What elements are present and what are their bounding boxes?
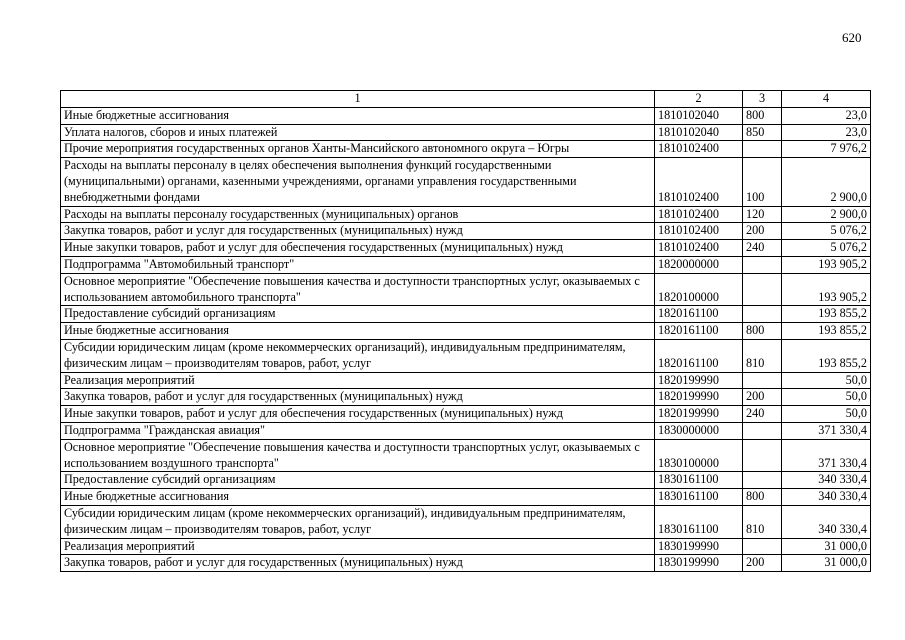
row-name: Предоставление субсидий организациям — [61, 472, 655, 489]
row-sum: 340 330,4 — [782, 505, 871, 538]
row-name: Подпрограмма "Автомобильный транспорт" — [61, 256, 655, 273]
row-code: 1820199990 — [655, 406, 743, 423]
table-row — [61, 323, 871, 340]
row-code: 1830161100 — [655, 489, 743, 506]
row-name: Подпрограмма "Гражданская авиация" — [61, 422, 655, 439]
row-name: Иные бюджетные ассигнования — [61, 489, 655, 506]
table-row — [61, 406, 871, 423]
row-code: 1810102400 — [655, 223, 743, 240]
table-row — [61, 489, 871, 506]
table-row — [61, 538, 871, 555]
page-number: 620 — [842, 30, 862, 45]
row-name: Уплата налогов, сборов и иных платежей — [61, 124, 655, 141]
row-name: Расходы на выплаты персоналу в целях обеспечения выполнения функций государственными (муниципальными) органами, казенными учреждениями, органами управления государственными внебюджетными фондами — [61, 158, 655, 206]
table-row — [61, 256, 871, 273]
row-name: Иные бюджетные ассигнования — [61, 107, 655, 124]
row-name: Закупка товаров, работ и услуг для государственных (муниципальных) нужд — [61, 555, 655, 572]
row-type — [743, 439, 782, 472]
row-sum: 7 976,2 — [782, 141, 871, 158]
row-sum: 31 000,0 — [782, 555, 871, 572]
row-name: Расходы на выплаты персоналу государственных (муниципальных) органов — [61, 206, 655, 223]
row-sum: 31 000,0 — [782, 538, 871, 555]
row-sum: 371 330,4 — [782, 439, 871, 472]
row-sum: 193 905,2 — [782, 256, 871, 273]
row-code: 1820199990 — [655, 389, 743, 406]
row-name: Реализация мероприятий — [61, 538, 655, 555]
row-sum: 50,0 — [782, 372, 871, 389]
table-row — [61, 240, 871, 257]
table-row — [61, 223, 871, 240]
row-sum: 5 076,2 — [782, 223, 871, 240]
table-row — [61, 472, 871, 489]
table-row — [61, 339, 871, 372]
row-code: 1820161100 — [655, 339, 743, 372]
table-row — [61, 389, 871, 406]
row-type — [743, 306, 782, 323]
row-sum: 23,0 — [782, 107, 871, 124]
row-sum: 340 330,4 — [782, 472, 871, 489]
table-row — [61, 206, 871, 223]
row-name: Иные закупки товаров, работ и услуг для обеспечения государственных (муниципальных) нужд — [61, 240, 655, 257]
row-type: 810 — [743, 505, 782, 538]
row-sum: 5 076,2 — [782, 240, 871, 257]
header-col-2: 2 — [655, 91, 743, 108]
row-name: Субсидии юридическим лицам (кроме некоммерческих организаций), индивидуальным предпринимателям, физическим лицам – производителям товаров, работ, услуг — [61, 339, 655, 372]
row-sum: 23,0 — [782, 124, 871, 141]
table-row — [61, 158, 871, 206]
row-type — [743, 472, 782, 489]
row-code: 1830161100 — [655, 505, 743, 538]
row-code: 1830161100 — [655, 472, 743, 489]
row-sum: 2 900,0 — [782, 206, 871, 223]
row-name: Субсидии юридическим лицам (кроме некоммерческих организаций), индивидуальным предпринимателям, физическим лицам – производителям товаров, работ, услуг — [61, 505, 655, 538]
row-type: 100 — [743, 158, 782, 206]
row-type — [743, 372, 782, 389]
row-name: Реализация мероприятий — [61, 372, 655, 389]
row-code: 1810102040 — [655, 124, 743, 141]
table-row — [61, 439, 871, 472]
row-sum: 50,0 — [782, 406, 871, 423]
row-sum: 193 855,2 — [782, 306, 871, 323]
row-type: 240 — [743, 406, 782, 423]
table-row — [61, 273, 871, 306]
row-code: 1820000000 — [655, 256, 743, 273]
row-type: 120 — [743, 206, 782, 223]
row-type — [743, 273, 782, 306]
row-code: 1810102400 — [655, 141, 743, 158]
row-code: 1830000000 — [655, 422, 743, 439]
row-type: 810 — [743, 339, 782, 372]
table-row — [61, 141, 871, 158]
row-name: Предоставление субсидий организациям — [61, 306, 655, 323]
row-type: 200 — [743, 389, 782, 406]
row-sum: 193 905,2 — [782, 273, 871, 306]
row-name: Закупка товаров, работ и услуг для государственных (муниципальных) нужд — [61, 389, 655, 406]
row-type: 850 — [743, 124, 782, 141]
row-name: Иные бюджетные ассигнования — [61, 323, 655, 340]
table-row — [61, 422, 871, 439]
row-name: Закупка товаров, работ и услуг для государственных (муниципальных) нужд — [61, 223, 655, 240]
row-type: 200 — [743, 555, 782, 572]
row-code: 1820199990 — [655, 372, 743, 389]
row-name: Основное мероприятие "Обеспечение повышения качества и доступности транспортных услуг, оказываемых с использованием воздушного транспорта" — [61, 439, 655, 472]
row-code: 1810102400 — [655, 158, 743, 206]
row-sum: 193 855,2 — [782, 323, 871, 340]
table-row — [61, 107, 871, 124]
row-type — [743, 538, 782, 555]
row-code: 1820161100 — [655, 323, 743, 340]
table-body — [61, 91, 871, 572]
row-name: Прочие мероприятия государственных органов Ханты-Мансийского автономного округа – Югры — [61, 141, 655, 158]
row-sum: 50,0 — [782, 389, 871, 406]
row-type — [743, 422, 782, 439]
row-code: 1830100000 — [655, 439, 743, 472]
row-sum: 193 855,2 — [782, 339, 871, 372]
row-sum: 340 330,4 — [782, 489, 871, 506]
header-col-4: 4 — [782, 91, 871, 108]
row-type: 800 — [743, 489, 782, 506]
row-type: 240 — [743, 240, 782, 257]
table-row — [61, 306, 871, 323]
row-code: 1810102040 — [655, 107, 743, 124]
row-code: 1820161100 — [655, 306, 743, 323]
row-type — [743, 141, 782, 158]
row-type: 800 — [743, 323, 782, 340]
row-type: 800 — [743, 107, 782, 124]
row-type — [743, 256, 782, 273]
row-type: 200 — [743, 223, 782, 240]
row-sum: 2 900,0 — [782, 158, 871, 206]
row-code: 1830199990 — [655, 555, 743, 572]
row-code: 1830199990 — [655, 538, 743, 555]
header-col-3: 3 — [743, 91, 782, 108]
header-col-1: 1 — [61, 91, 655, 108]
table-row — [61, 555, 871, 572]
table-row — [61, 124, 871, 141]
table-row — [61, 372, 871, 389]
row-sum: 371 330,4 — [782, 422, 871, 439]
row-code: 1810102400 — [655, 240, 743, 257]
row-code: 1820100000 — [655, 273, 743, 306]
table-header-row — [61, 91, 871, 108]
row-name: Иные закупки товаров, работ и услуг для обеспечения государственных (муниципальных) нужд — [61, 406, 655, 423]
row-name: Основное мероприятие "Обеспечение повышения качества и доступности транспортных услуг, оказываемых с использованием автомобильного транспорта" — [61, 273, 655, 306]
row-code: 1810102400 — [655, 206, 743, 223]
budget-table — [60, 90, 871, 572]
table-row — [61, 505, 871, 538]
